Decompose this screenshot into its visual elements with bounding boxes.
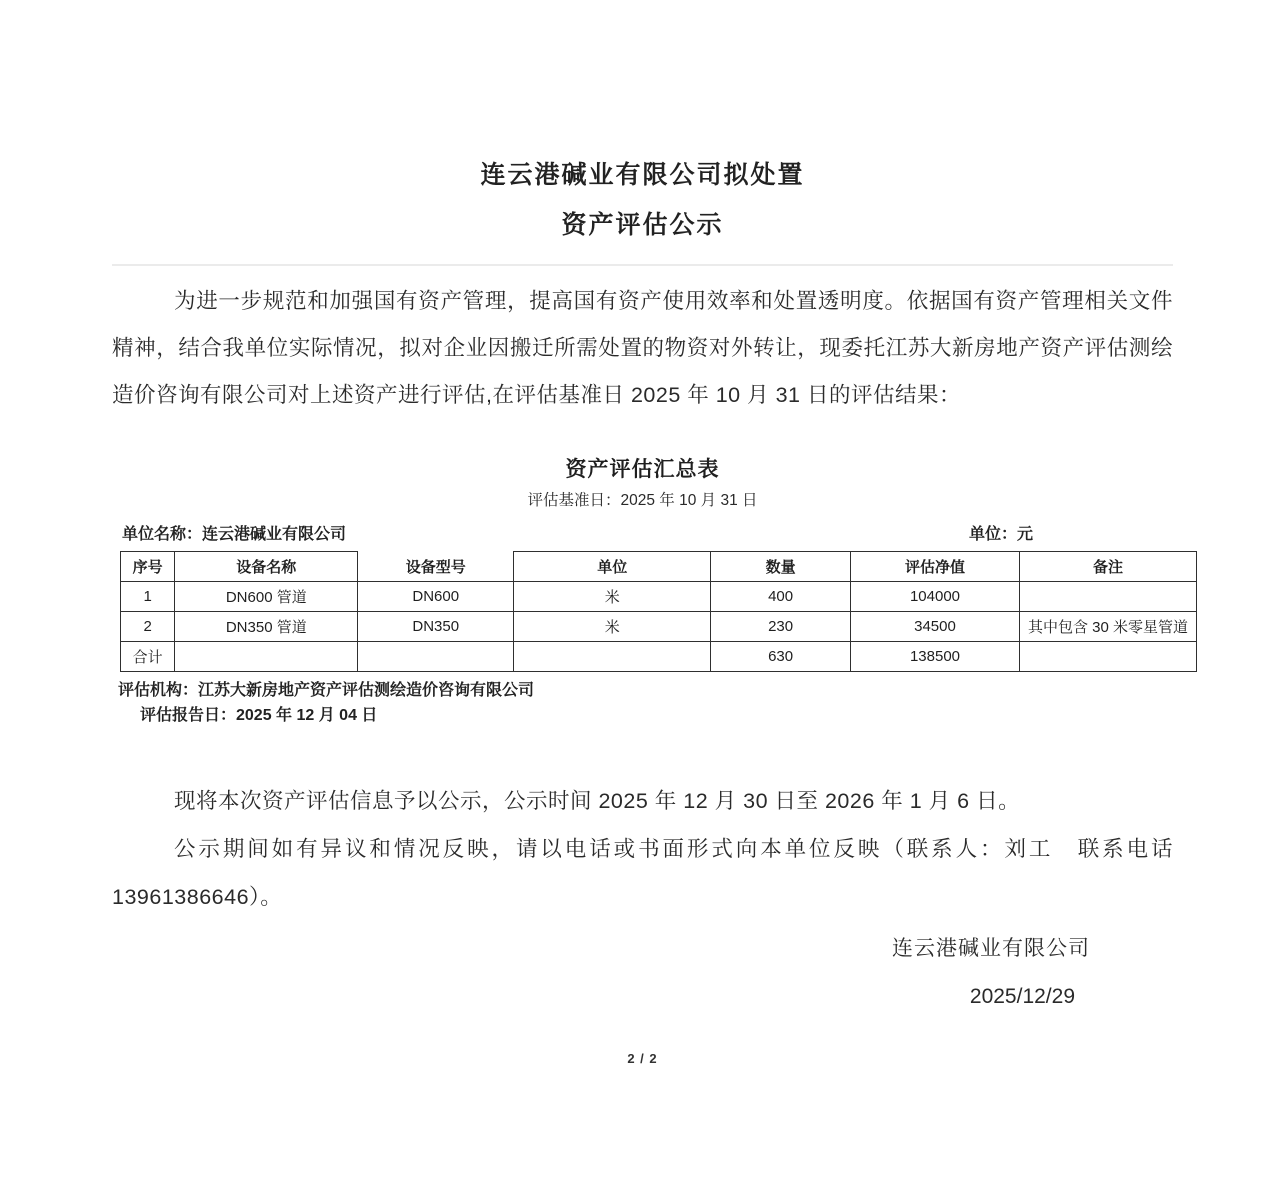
cell-net-value: 104000 <box>851 582 1020 612</box>
signature-company: 连云港碱业有限公司 <box>892 937 1090 960</box>
table-title: 资产评估汇总表 <box>565 458 720 481</box>
table-meta-row <box>112 523 1173 547</box>
cell-total-quantity: 630 <box>711 642 851 672</box>
cell-remarks <box>1019 582 1196 612</box>
table-row <box>121 582 1197 612</box>
signature-date: 2025/12/29 <box>969 985 1075 1008</box>
cell-equipment-model: DN600 <box>358 582 514 612</box>
header-cell-index: 序号 <box>121 552 175 582</box>
title-divider <box>112 264 1173 266</box>
header-cell-unit: 单位 <box>514 552 711 582</box>
cell-total-label: 合计 <box>121 642 175 672</box>
cell-remarks: 其中包含 30 米零星管道 <box>1019 612 1196 642</box>
cell-equipment-name <box>175 642 358 672</box>
cell-equipment-name: DN600 管道 <box>175 582 358 612</box>
table-header-row <box>121 552 1197 582</box>
header-cell-quantity: 数量 <box>711 552 851 582</box>
table-row <box>121 612 1197 642</box>
document-title-line1: 连云港碱业有限公司拟处置 <box>480 161 805 189</box>
document-title-line2: 资产评估公示 <box>561 211 724 239</box>
asset-summary-table <box>120 551 1197 672</box>
cell-unit <box>514 642 711 672</box>
intro-paragraph: 为进一步规范和加强国有资产管理，提高国有资产使用效率和处置透明度。依据国有资产管理相关文件精神，结合我单位实际情况，拟对企业因搬迁所需处置的物资对外转让，现委托江苏大新房地产资产评估测绘造价咨询有限公司对上述资产进行评估,在评估基准日 2025 年 10 月 31 日的评估结果： <box>112 289 1173 407</box>
cell-net-value: 34500 <box>851 612 1020 642</box>
closing-section <box>112 777 1173 921</box>
cell-unit: 米 <box>514 612 711 642</box>
cell-equipment-model: DN350 <box>358 612 514 642</box>
document-title <box>112 150 1173 250</box>
cell-equipment-name: DN350 管道 <box>175 612 358 642</box>
document-content <box>112 150 1188 1066</box>
closing-paragraph-1: 现将本次资产评估信息予以公示，公示时间 2025 年 12 月 30 日至 2026 年 1 月 6 日。 <box>174 789 1021 813</box>
appraisal-agency-line: 评估机构：江苏大新房地产资产评估测绘造价咨询有限公司 <box>118 682 535 699</box>
cell-equipment-model <box>358 642 514 672</box>
cell-quantity: 400 <box>711 582 851 612</box>
cell-index: 2 <box>121 612 175 642</box>
cell-quantity: 230 <box>711 612 851 642</box>
header-cell-remarks: 备注 <box>1019 552 1196 582</box>
unit-name-label: 单位名称：连云港碱业有限公司 <box>122 526 347 543</box>
header-cell-equipment-name: 设备名称 <box>175 552 358 582</box>
header-cell-equipment-model: 设备型号 <box>358 552 514 582</box>
cell-total-net-value: 138500 <box>851 642 1020 672</box>
closing-paragraph-2: 公示期间如有异议和情况反映，请以电话或书面形式向本单位反映（联系人：刘工 联系电话 13961386646）。 <box>112 837 1173 909</box>
header-cell-net-value: 评估净值 <box>851 552 1020 582</box>
cell-index: 1 <box>121 582 175 612</box>
currency-unit-label: 单位：元 <box>968 526 1033 543</box>
page-indicator: 2 / 2 <box>627 1051 658 1066</box>
cell-unit: 米 <box>514 582 711 612</box>
table-total-row <box>121 642 1197 672</box>
cell-remarks <box>1019 642 1196 672</box>
base-date-line: 评估基准日：2025 年 10 月 31 日 <box>527 492 758 509</box>
appraisal-report-date-line: 评估报告日：2025 年 12 月 04 日 <box>140 707 378 724</box>
